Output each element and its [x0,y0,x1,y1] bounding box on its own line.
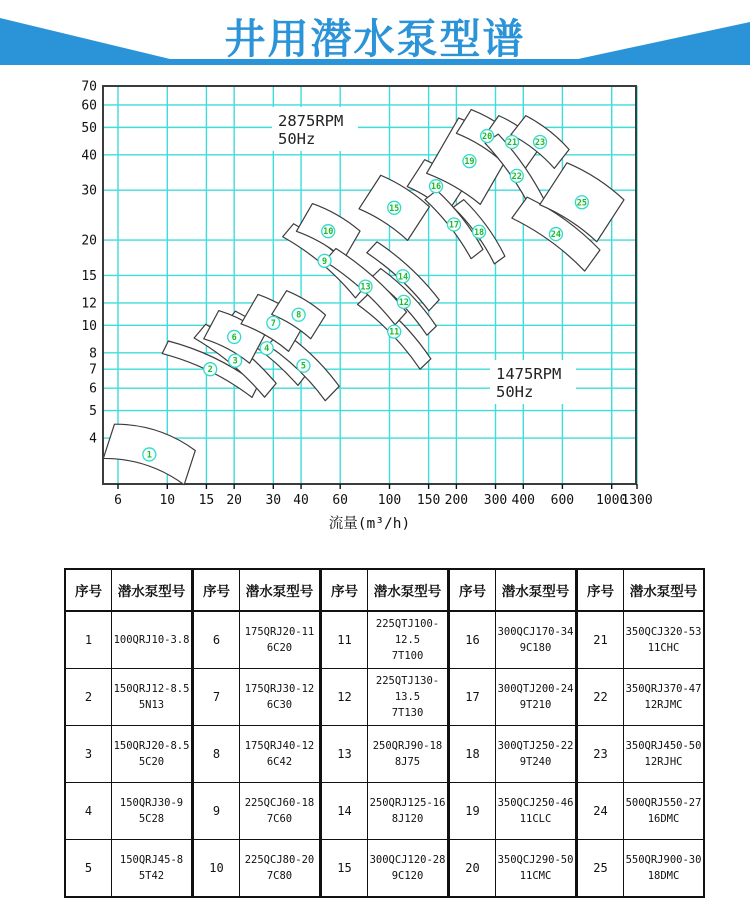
serial-cell: 15 [321,840,368,898]
model-line1: 150QRJ20-8.5 [113,739,190,752]
pump-model-table [64,568,705,898]
serial-cell: 25 [577,840,624,898]
serial-cell: 8 [193,726,240,783]
table-row [65,726,704,783]
serial-header: 序号 [449,569,496,611]
envelope-number-9: 9 [321,256,328,267]
envelope-number-14: 14 [397,272,409,283]
model-line1: 175QRJ30-12 [244,682,315,695]
serial-cell: 19 [449,783,496,840]
y-tick-label: 7 [89,362,97,378]
model-line1: 350QCJ250-46 [497,796,574,809]
serial-header: 序号 [65,569,112,611]
model-header: 潜水泵型号 [368,569,449,611]
envelope-number-18: 18 [473,227,485,238]
envelope-number-25: 25 [576,198,587,209]
serial-cell: 23 [577,726,624,783]
serial-cell: 2 [65,669,112,726]
x-tick-label: 30 [265,493,282,508]
table-row [65,669,704,726]
x-tick-label: 400 [511,493,536,508]
envelope-number-21: 21 [506,137,518,148]
model-cell [496,611,577,669]
rpm-annotation-line: 50Hz [496,383,534,401]
model-line1: 225QCJ80-20 [244,853,315,866]
model-cell [496,840,577,898]
rpm-annotation-line: 2875RPM [278,112,344,130]
serial-cell: 14 [321,783,368,840]
y-tick-label: 5 [89,404,97,420]
envelope-number-4: 4 [264,344,270,355]
page-title: 井用潜水泵型谱 [224,15,526,63]
model-line2: 5C28 [138,813,165,825]
x-tick-label: 6 [114,493,122,508]
x-axis-title: 流量(m³/h) [328,516,411,532]
model-line1: 300QCJ170-34 [497,625,574,638]
y-tick-label: 40 [81,148,97,164]
serial-header: 序号 [577,569,624,611]
x-tick-label: 10 [159,493,176,508]
rpm-annotation-line: 1475RPM [496,365,562,383]
model-line2: 7C60 [266,813,293,825]
model-line1: 300QCJ120-28 [369,853,446,866]
table-row [65,611,704,669]
envelope-number-7: 7 [270,318,276,329]
model-line2: 7T130 [391,707,424,720]
serial-cell: 10 [193,840,240,898]
model-line1: 350QRJ450-50 [625,739,702,752]
model-line2: 6C30 [266,699,293,711]
x-tick-label: 1300 [621,493,653,508]
model-line1: 175QRJ40-12 [244,739,315,752]
model-cell [624,669,705,726]
model-line2: 6C42 [266,756,293,768]
model-line2: 6C20 [266,642,293,654]
model-cell [112,783,193,840]
serial-cell: 11 [321,611,368,669]
model-line1: 350QRJ370-47 [625,682,702,695]
model-cell [240,726,321,783]
envelope-number-6: 6 [231,332,237,343]
model-line2: 5N13 [138,699,165,711]
x-tick-label: 150 [416,493,441,508]
model-line1: 150QRJ12-8.5 [113,682,190,695]
envelope-number-13: 13 [360,282,371,293]
model-cell [496,783,577,840]
model-cell [112,669,193,726]
model-line2: 12RJMC [644,699,683,711]
model-line2: 8J120 [391,813,424,825]
model-line2: 5C20 [138,756,165,768]
x-tick-label: 100 [377,493,402,508]
model-cell [112,840,193,898]
model-line2: 9T240 [519,756,552,768]
y-tick-label: 12 [81,296,97,312]
serial-cell: 21 [577,611,624,669]
model-line1: 500QRJ550-27 [625,796,702,809]
model-line2: 9C180 [519,642,552,654]
envelope-number-15: 15 [389,203,400,214]
envelope-number-8: 8 [296,310,302,321]
page-header [0,0,750,66]
model-line1: 250QRJ90-18 [372,739,443,752]
model-line2: 12RJHC [644,756,683,768]
model-line2: 11CMC [519,870,552,882]
model-header: 潜水泵型号 [112,569,193,611]
serial-cell: 3 [65,726,112,783]
serial-cell: 12 [321,669,368,726]
chart-canvas [0,66,750,535]
model-cell [368,726,449,783]
x-tick-label: 40 [293,493,309,508]
y-tick-label: 60 [81,98,97,114]
x-tick-label: 300 [483,493,508,508]
envelope-number-23: 23 [534,137,546,148]
y-tick-label: 50 [81,120,97,136]
serial-cell: 4 [65,783,112,840]
model-line1: 350QCJ320-53 [625,625,702,638]
y-tick-label: 6 [89,381,97,397]
model-line2: 7C80 [266,870,293,882]
model-line2: 7T100 [391,650,424,663]
y-tick-label: 30 [81,183,97,199]
model-cell [240,669,321,726]
x-tick-label: 20 [226,493,243,508]
model-line1: 250QRJ125-16 [369,796,446,809]
y-tick-label: 10 [81,318,97,334]
model-line1: 100QRJ10-3.8 [113,633,190,646]
rpm-annotation-line: 50Hz [278,130,316,148]
model-cell [496,669,577,726]
model-cell [624,840,705,898]
y-tick-label: 8 [89,346,97,362]
serial-cell: 13 [321,726,368,783]
model-cell [112,726,193,783]
serial-cell: 5 [65,840,112,898]
model-line2: 9C120 [391,870,424,882]
model-cell [240,840,321,898]
envelope-number-3: 3 [232,356,238,367]
y-tick-label: 20 [81,233,97,249]
model-header: 潜水泵型号 [240,569,321,611]
x-tick-label: 600 [550,493,575,508]
y-tick-label: 15 [81,268,97,284]
model-header: 潜水泵型号 [496,569,577,611]
x-tick-label: 60 [332,493,349,508]
model-line2: 18DMC [647,870,680,882]
envelope-number-12: 12 [398,297,409,308]
envelope-number-1: 1 [146,450,152,461]
model-header: 潜水泵型号 [624,569,705,611]
model-line1: 150QRJ45-8 [119,853,184,866]
model-cell [368,669,449,726]
serial-cell: 7 [193,669,240,726]
y-tick-label: 70 [81,79,97,95]
x-tick-label: 15 [198,493,215,508]
model-line1: 350QCJ290-50 [497,853,574,866]
serial-cell: 1 [65,611,112,669]
envelope-number-5: 5 [300,361,307,372]
model-cell [240,611,321,669]
serial-cell: 20 [449,840,496,898]
model-line1: 225QTJ100-12.5 [375,617,440,646]
model-line1: 175QRJ20-11 [244,625,315,638]
model-line2: 11CHC [647,642,680,654]
envelope-number-11: 11 [389,327,400,338]
model-line2: 11CLC [519,813,552,825]
model-line1: 225QTJ130-13.5 [375,674,440,703]
envelope-number-20: 20 [481,132,493,143]
model-line2: 16DMC [647,813,680,825]
envelope-number-24: 24 [550,230,562,241]
table-row [65,840,704,898]
envelope-number-19: 19 [464,157,475,168]
model-line1: 300QTJ250-22 [497,739,574,752]
model-line2: 8J75 [394,756,421,768]
envelope-number-10: 10 [323,227,334,238]
model-cell [368,783,449,840]
serial-cell: 16 [449,611,496,669]
serial-cell: 17 [449,669,496,726]
model-cell [624,611,705,669]
serial-cell: 6 [193,611,240,669]
y-tick-label: 4 [89,431,97,447]
model-cell [368,611,449,669]
serial-header: 序号 [321,569,368,611]
envelope-number-16: 16 [430,182,442,193]
model-cell [624,783,705,840]
table-row [65,783,704,840]
model-line1: 300QTJ200-24 [497,682,574,695]
table-header-row [65,569,704,611]
serial-cell: 22 [577,669,624,726]
serial-cell: 18 [449,726,496,783]
model-cell [112,611,193,669]
model-line2: 5T42 [138,870,165,882]
model-line2: 9T210 [519,699,552,711]
model-cell [624,726,705,783]
model-cell [496,726,577,783]
model-cell [368,840,449,898]
envelope-number-17: 17 [448,220,460,231]
pump-type-spectrum-chart [0,66,750,535]
model-line1: 150QRJ30-9 [119,796,184,809]
model-cell [240,783,321,840]
x-tick-label: 200 [444,493,469,508]
envelope-number-22: 22 [511,171,522,182]
envelope-number-2: 2 [207,365,213,376]
serial-header: 序号 [193,569,240,611]
model-line1: 225QCJ60-18 [244,796,315,809]
serial-cell: 9 [193,783,240,840]
x-tick-label: 1000 [596,493,628,508]
serial-cell: 24 [577,783,624,840]
model-line1: 550QRJ900-30 [625,853,702,866]
